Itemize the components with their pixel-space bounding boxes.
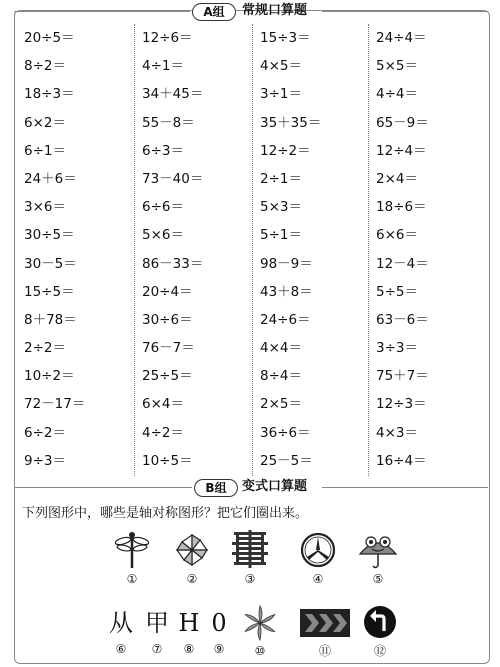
problem-cell: 24＋6＝ (24, 170, 77, 187)
figure-number: ⑪ (318, 644, 331, 658)
problem-cell: 24÷4＝ (376, 30, 427, 46)
problem-cell: 4÷2＝ (142, 424, 184, 441)
figure-number: ⑩ (254, 644, 266, 658)
problem-column-1 (24, 24, 140, 475)
divider (14, 487, 192, 488)
problem-cell: 2×5＝ (260, 396, 302, 413)
spiral-star-icon (241, 604, 279, 642)
character-cong: 从 (109, 609, 133, 637)
section-a-title: 常规口算题 (242, 3, 308, 18)
divider (322, 11, 488, 12)
problem-cell: 8÷2＝ (24, 58, 66, 75)
problem-cell: 12÷4＝ (376, 142, 427, 159)
problem-cell: 98－9＝ (260, 255, 313, 272)
problem-cell: 30÷5＝ (24, 227, 75, 244)
dragonfly-icon (115, 530, 149, 570)
problem-cell: 16÷4＝ (376, 452, 427, 469)
figure-11[interactable] (298, 606, 352, 659)
figure-5[interactable] (356, 530, 400, 586)
problem-cell: 4×5＝ (260, 58, 302, 75)
problem-cell: 65－9＝ (376, 114, 429, 131)
problem-cell: 18÷6＝ (376, 199, 427, 216)
problem-cell: 86－33＝ (142, 255, 204, 272)
problem-cell: 2÷2＝ (24, 340, 66, 357)
problem-cell: 4×3＝ (376, 424, 418, 441)
problem-cell: 6×2＝ (24, 114, 66, 131)
column-divider (368, 24, 369, 476)
problem-cell: 72－17＝ (24, 396, 86, 413)
problem-cell: 6×6＝ (376, 227, 418, 244)
problem-cell: 8＋78＝ (24, 311, 77, 328)
figure-number: ② (186, 572, 198, 586)
pinwheel-icon (173, 530, 211, 570)
section-a-badge: A组 (192, 3, 236, 21)
problem-cell: 12－4＝ (376, 255, 429, 272)
problem-cell: 6×4＝ (142, 396, 184, 413)
figure-3[interactable] (228, 528, 272, 586)
problem-cell: 5×5＝ (376, 58, 418, 75)
divider (322, 487, 488, 488)
section-b-badge: B组 (194, 479, 238, 497)
double-happiness-icon (230, 528, 270, 570)
figure-number: ⑫ (373, 644, 386, 658)
problem-cell: 35＋35＝ (260, 114, 322, 131)
mercedes-logo-icon (298, 530, 338, 570)
problem-cell: 4÷1＝ (142, 58, 184, 75)
problem-cell: 3×6＝ (24, 199, 66, 216)
figure-7[interactable] (138, 606, 176, 656)
arithmetic-grid (18, 24, 484, 474)
problem-cell: 5÷5＝ (376, 283, 418, 300)
chevron-sign-icon (299, 606, 351, 640)
problem-cell: 6÷6＝ (142, 199, 184, 216)
problem-cell: 4÷4＝ (376, 86, 418, 103)
figure-number: ③ (244, 572, 256, 586)
figure-number: ⑦ (151, 642, 163, 656)
problem-cell: 5÷1＝ (260, 227, 302, 244)
problem-cell: 20÷5＝ (24, 30, 75, 46)
problem-cell: 12÷3＝ (376, 396, 427, 413)
problem-cell: 55－8＝ (142, 114, 195, 131)
letter-h: H (178, 609, 200, 637)
section-b-title: 变式口算题 (242, 479, 308, 494)
column-divider (134, 24, 135, 476)
problem-cell: 25÷5＝ (142, 368, 193, 385)
problem-cell: 6÷1＝ (24, 142, 66, 159)
section-b-header (0, 478, 500, 498)
problem-cell: 30－5＝ (24, 255, 77, 272)
problem-cell: 3÷1＝ (260, 86, 302, 103)
problem-cell: 6÷3＝ (142, 142, 184, 159)
problem-cell: 4×4＝ (260, 340, 302, 357)
figure-number: ⑥ (115, 642, 127, 656)
problem-cell: 15÷5＝ (24, 283, 75, 300)
problem-cell: 34＋45＝ (142, 86, 204, 103)
problem-cell: 10÷2＝ (24, 368, 75, 385)
problem-cell: 25－5＝ (260, 452, 313, 469)
problem-column-4 (376, 24, 492, 475)
divider (14, 11, 190, 12)
problem-cell: 5×3＝ (260, 199, 302, 216)
problem-cell: 73－40＝ (142, 170, 204, 187)
figure-1[interactable] (112, 530, 152, 586)
turn-left-sign-icon (362, 604, 398, 640)
problem-cell: 2÷1＝ (260, 170, 302, 187)
figure-number: ④ (312, 572, 324, 586)
problem-cell: 5×6＝ (142, 227, 184, 244)
problem-cell: 8÷4＝ (260, 368, 302, 385)
problem-cell: 30÷6＝ (142, 311, 193, 328)
figure-4[interactable] (296, 530, 340, 586)
problem-cell: 75＋7＝ (376, 368, 429, 385)
problem-column-2 (142, 24, 258, 475)
section-a-header (0, 2, 500, 22)
problem-cell: 10÷5＝ (142, 452, 193, 469)
problem-cell: 12÷2＝ (260, 142, 311, 159)
figure-number: ① (126, 572, 138, 586)
problem-cell: 12÷6＝ (142, 30, 193, 46)
problem-cell: 15÷3＝ (260, 30, 311, 46)
figure-number: ⑤ (372, 572, 384, 586)
digit-zero: 0 (211, 609, 227, 637)
character-jia: 甲 (145, 609, 169, 637)
problem-cell: 6÷2＝ (24, 424, 66, 441)
figure-10[interactable] (238, 604, 282, 658)
figure-8[interactable] (172, 606, 206, 656)
column-divider (252, 24, 253, 476)
figure-number: ⑨ (213, 642, 225, 656)
problem-cell: 43＋8＝ (260, 283, 313, 300)
problem-cell: 3÷3＝ (376, 340, 418, 357)
problem-cell: 76－7＝ (142, 340, 195, 357)
problem-cell: 18÷3＝ (24, 86, 75, 103)
problem-cell: 63－6＝ (376, 311, 429, 328)
question-text: 下列图形中，哪些是轴对称图形？把它们圈出来。 (22, 506, 309, 521)
figure-6[interactable] (102, 606, 140, 656)
problem-cell: 36÷6＝ (260, 424, 311, 441)
problem-column-3 (260, 24, 376, 475)
problem-cell: 2×4＝ (376, 170, 418, 187)
figure-9[interactable] (202, 606, 236, 656)
figure-number: ⑧ (183, 642, 195, 656)
frog-umbrella-icon (357, 530, 399, 570)
problem-cell: 9÷3＝ (24, 452, 66, 469)
figure-2[interactable] (172, 530, 212, 586)
problem-cell: 20÷4＝ (142, 283, 193, 300)
problem-cell: 24÷6＝ (260, 311, 311, 328)
figure-12[interactable] (360, 604, 400, 659)
